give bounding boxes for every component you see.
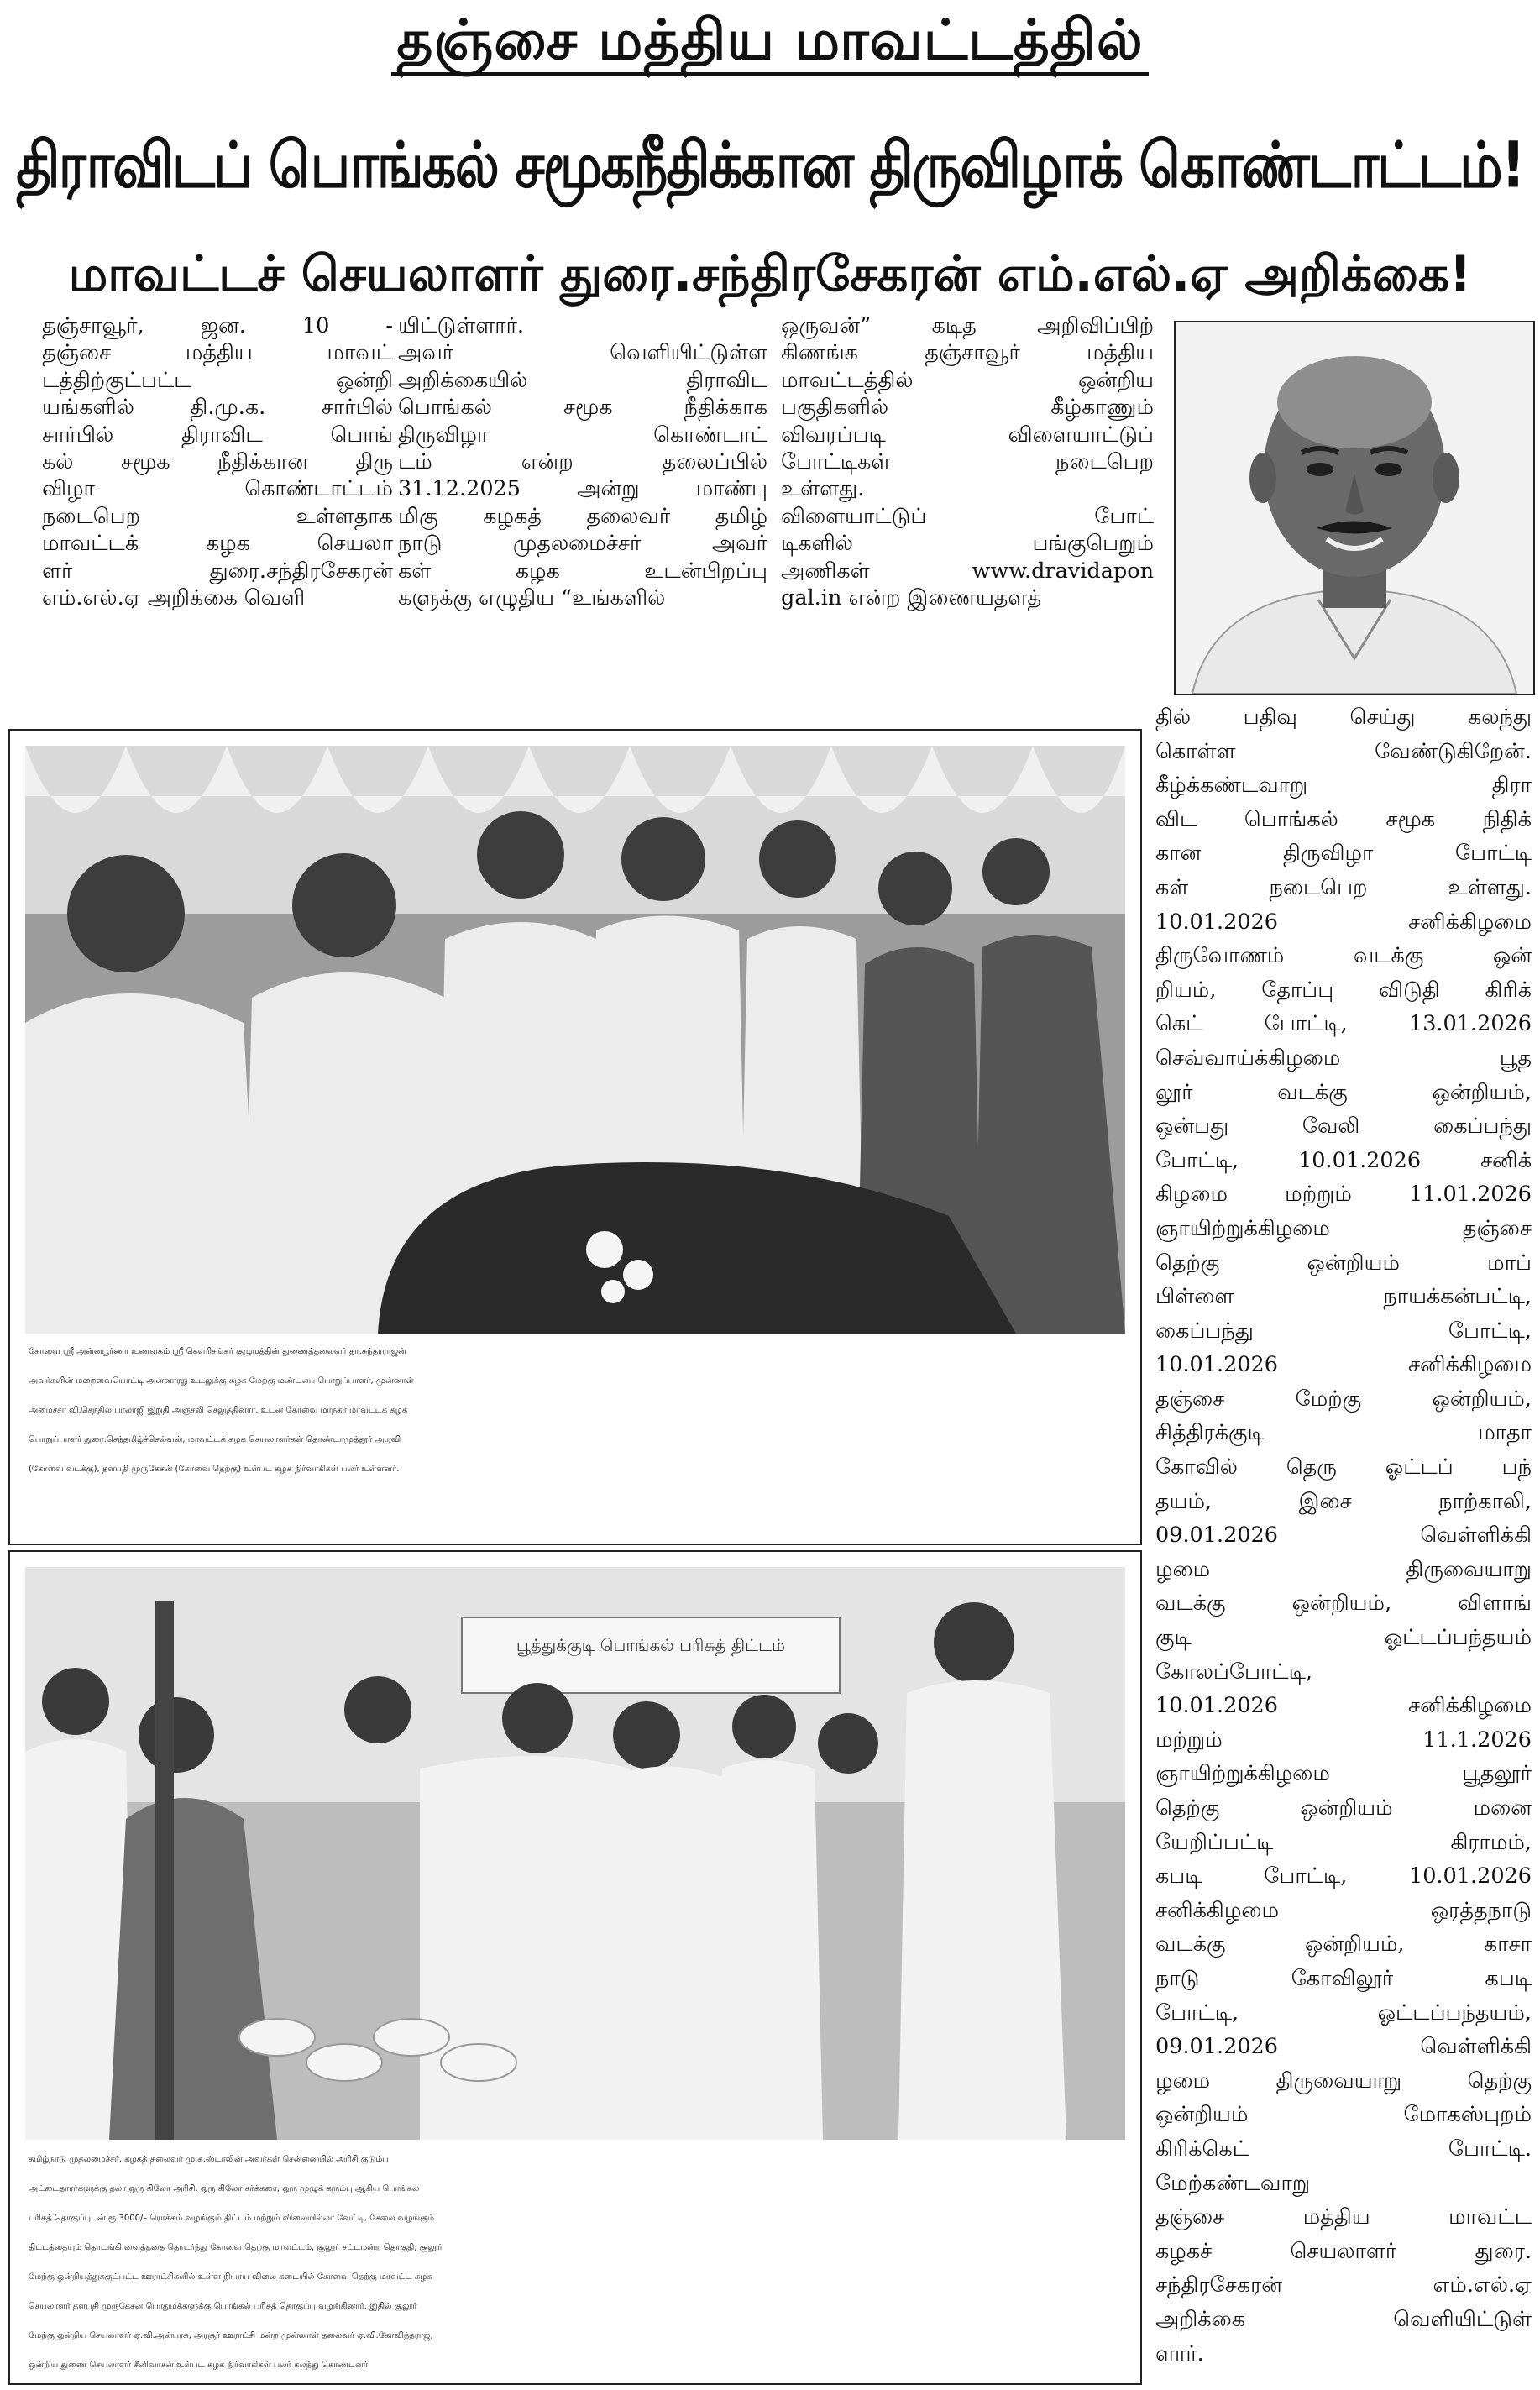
article-line: ஞாயிற்றுக்கிழமை தஞ்சை <box>1155 1215 1532 1241</box>
article-line: சார்பில் திராவிட பொங் <box>42 422 393 448</box>
article-column-3 <box>781 312 1154 611</box>
article-line: தயம், இசை நாற்காலி, <box>1155 1488 1532 1514</box>
photo-1-frame <box>8 729 1142 1545</box>
article-line: ழமை திருவையாறு <box>1155 1556 1532 1582</box>
caption-line: மேற்கு ஒன்றியத்துக்குட்பட்ட ஊராட்சிகளில் உள்ள நியாய விலை கடையில் கோவை தெற்கு மாவட்ட கழக <box>29 2272 432 2282</box>
article-line: கெட் போட்டி, 13.01.2026 <box>1155 1011 1532 1037</box>
article-line: கிரிக்கெட் போட்டி. <box>1155 2136 1532 2162</box>
wall-banner-text: பூத்துக்குடி பொங்கல் பரிசுத் திட்டம் <box>516 1635 786 1655</box>
article-line: கான திருவிழா போட்டி <box>1155 841 1532 867</box>
article-line: gal.in என்ற இணையதளத் <box>781 585 1042 611</box>
article-column-2 <box>398 312 767 611</box>
article-line: தஞ்சை மத்திய மாவட் <box>42 340 393 366</box>
article-line: கோவில் தெரு ஓட்டப் பந் <box>1155 1454 1532 1481</box>
article-line: எம்.எல்.ஏ அறிக்கை வெளி <box>42 585 306 611</box>
article-line: திருவோணம் வடக்கு ஒன் <box>1155 943 1532 969</box>
article-line: 10.01.2026 சனிக்கிழமை <box>1155 1693 1532 1719</box>
article-line: ஞாயிற்றுக்கிழமை பூதலூர் <box>1155 1761 1532 1787</box>
caption-line: செயலாளர் தளபதி முருகேசன் பொதுமக்களுக்கு பொங்கல் பரிசுத் தொகுப்பு வழங்கினார். இதில் சூலூர் <box>29 2302 417 2311</box>
article-line: மிகு கழகத் தலைவர் தமிழ் <box>398 503 767 529</box>
portrait-photo <box>1174 321 1535 695</box>
article-line: பொங்கல் சமூக நீதிக்காக <box>398 395 767 421</box>
caption-line: (கோவை வடக்கு), தளபதி முருகேசன் (கோவை தெற்கு) உள்பட கழக நிர்வாகிகள் பலர் உள்ளனர். <box>29 1465 400 1474</box>
article-line: ஒன்பது வேலி கைப்பந்து <box>1155 1114 1532 1140</box>
article-line: கைப்பந்து போட்டி, <box>1155 1318 1532 1344</box>
column-2-text <box>398 312 767 611</box>
article-line: உள்ளது. <box>781 476 865 502</box>
article-line: நடைபெற உள்ளதாக <box>42 503 393 529</box>
article-line: 31.12.2025 அன்று மாண்பு <box>398 476 767 502</box>
article-line: கிழமை மற்றும் 11.01.2026 <box>1155 1182 1532 1208</box>
subheadline: மாவட்டச் செயலாளர் துரை.சந்திரசேகரன் எம்.எல்.ஏ அறிக்கை! <box>68 245 1472 302</box>
article-line: யேறிப்பட்டி கிராமம், <box>1155 1829 1532 1855</box>
caption-line: பரிசுத் தொகுப்புடன் ரூ.3000/– ரொக்கம் வழங்கும் திட்டம் மற்றும் விலையில்லா வேட்டி, சேலை வழங்கும் <box>29 2214 435 2223</box>
caption-line: பொறுப்பாளர் துரை.செந்தமிழ்ச்செல்வன், மாவட்டக் கழக செயலாளர்கள் தொண்டாமுத்தூர் அ.ரவி <box>29 1435 401 1444</box>
article-line: ஒருவன்” கடித அறிவிப்பிற் <box>781 313 1154 338</box>
article-line: திருவிழா கொண்டாட் <box>398 422 767 448</box>
caption-line: கோவை ஸ்ரீ அன்னபூர்ணா உணவகம் ஸ்ரீ கௌரிசங்கர் குழுமத்தின் துணைத்தலைவர் தா.சுந்தரராஜன் <box>29 1347 406 1356</box>
article-line: கழகச் செயலாளர் துரை. <box>1155 2238 1532 2264</box>
article-line: கள் கழக உடன்பிறப்பு <box>398 558 767 584</box>
article-line: டத்திற்குட்பட்ட ஒன்றி <box>42 367 393 393</box>
caption-line: மேற்கு ஒன்றிய செயலாளர் ஏ.வி.அன்பரசு, அரசூர் ஊராட்சி மன்ற முன்னாள் தலைவர் ஏ.வி.கோவிந்தராஜ், <box>29 2331 433 2340</box>
article-line: அணிகள் www.dravidapon <box>781 558 1154 584</box>
article-line: கீழ்க்கண்டவாறு திரா <box>1155 773 1532 799</box>
article-line: தெற்கு ஒன்றியம் மாப் <box>1155 1250 1532 1276</box>
article-line: வடக்கு ஒன்றியம், காசா <box>1155 1931 1532 1958</box>
article-line: லூர் வடக்கு ஒன்றியம், <box>1155 1079 1532 1105</box>
article-line: மேற்கண்டவாறு <box>1155 2170 1311 2196</box>
article-line: தஞ்சை மேற்கு ஒன்றியம், <box>1155 1386 1532 1412</box>
article-line: கல் சமூக நீதிக்கான திரு <box>42 449 393 475</box>
article-line: கிணங்க தஞ்சாவூர் மத்திய <box>781 340 1154 366</box>
main-headline: திராவிடப் பொங்கல் சமூகநீதிக்கான திருவிழாக் கொண்டாட்டம்! <box>16 128 1524 203</box>
article-line: யிட்டுள்ளார். <box>398 313 524 338</box>
ration-distribution-graphic <box>25 1567 1125 2140</box>
article-line: பிள்ளை நாயக்கன்பட்டி, <box>1155 1284 1532 1310</box>
article-line: விட பொங்கல் சமூக நிதிக் <box>1155 806 1532 832</box>
portrait-image <box>1176 322 1533 694</box>
article-line: செவ்வாய்க்கிழமை பூத <box>1155 1045 1532 1071</box>
article-line: கொள்ள வேண்டுகிறேன். <box>1155 738 1532 764</box>
kicker-text: தஞ்சை மத்திய மாவட்டத்தில் <box>391 8 1148 76</box>
article-line: தஞ்சை மத்திய மாவட்ட <box>1155 2204 1532 2230</box>
article-line: விவரப்படி விளையாட்டுப் <box>781 422 1154 448</box>
article-line: நாடு கோவிலூர் கபடி <box>1155 1965 1532 1991</box>
article-line: 09.01.2026 வெள்ளிக்கி <box>1155 2034 1532 2060</box>
article-line: களுக்கு எழுதிய “உங்களில் <box>398 585 666 611</box>
article-line: சனிக்கிழமை ஒரத்தநாடு <box>1155 1897 1532 1923</box>
article-line: 09.01.2026 வெள்ளிக்கி <box>1155 1523 1532 1549</box>
caption-line: அவர்களின் மறைவையொட்டி அன்னாரது உடலுக்கு கழக மேற்கு மண்டலப் பொறுப்பாளர், முன்னாள் <box>29 1376 414 1386</box>
article-line: 10.01.2026 சனிக்கிழமை <box>1155 1352 1532 1378</box>
article-column-4 <box>1155 700 1532 2385</box>
article-line: ளர் துரை.சந்திரசேகரன் <box>42 558 393 584</box>
article-line: சித்திரக்குடி மாதா <box>1155 1420 1532 1446</box>
column-4-text <box>1155 700 1532 2371</box>
article-line: ஒன்றியம் மோகஸ்புறம் <box>1155 2102 1532 2128</box>
article-line: றியம், தோப்பு விடுதி கிரிக் <box>1155 977 1532 1003</box>
photo-2-frame <box>8 1550 1142 2385</box>
article-line: கள் நடைபெற உள்ளது. <box>1155 874 1532 900</box>
article-line: தில் பதிவு செய்து கலந்து <box>1155 705 1532 730</box>
photo-1-caption <box>10 1337 1140 1484</box>
caption-line: திட்டத்தையும் தொடங்கி வைத்ததை தொடர்ந்து கோவை தெற்கு மாவட்டம், சூலூர் சட்டமன்ற தொகுதி, சூலூர் <box>29 2243 443 2252</box>
article-line: அறிக்கையில் திராவிட <box>398 367 767 393</box>
article-line: டம் என்ற தலைப்பில் <box>398 449 767 475</box>
article-line: விளையாட்டுப் போட் <box>781 503 1154 529</box>
article-line: நாடு முதலமைச்சர் அவர் <box>398 531 767 557</box>
caption-line: அட்டைதாரர்களுக்கு தலா ஒரு கிலோ அரிசி, ஒரு கிலோ சர்க்கரை, ஒரு முழுக் கரும்பு ஆகிய பொங்கல் <box>29 2184 420 2193</box>
article-line: யங்களில் தி.மு.க. சார்பில் <box>42 395 393 421</box>
article-line: போட்டி, 10.01.2026 சனிக் <box>1155 1147 1532 1173</box>
article-line: ளார். <box>1155 2340 1204 2366</box>
column-3-text <box>781 312 1154 611</box>
kicker-heading <box>0 5 1540 76</box>
article-line: அறிக்கை வெளியிட்டுள் <box>1155 2306 1532 2332</box>
article-column-1 <box>42 312 393 611</box>
caption-line: தமிழ்நாடு முதலமைச்சர், கழகத் தலைவர் மு.க.ஸ்டாலின் அவர்கள் சென்னையில் அரிசி குடும்ப <box>29 2155 389 2164</box>
article-line: கபடி போட்டி, 10.01.2026 <box>1155 1863 1532 1889</box>
article-line: விழா கொண்டாட்டம் <box>42 476 393 502</box>
article-line: குடி ஓட்டப்பந்தயம் <box>1155 1625 1532 1651</box>
article-line: வடக்கு ஒன்றியம், விளாங் <box>1155 1591 1532 1617</box>
article-line: மாவட்டத்தில் ஒன்றிய <box>781 367 1154 393</box>
caption-line: அமைச்சர் வி.செந்தில் பாலாஜி இறுதி அஞ்சலி செலுத்தினார். உடன் கோவை மாநகர் மாவட்டக் கழக <box>29 1406 408 1415</box>
article-line: போட்டிகள் நடைபெற <box>781 449 1154 475</box>
article-line: கோலப்போட்டி, <box>1155 1659 1312 1685</box>
article-line: அவர் வெளியிட்டுள்ள <box>398 340 767 366</box>
photo-2-image <box>25 1567 1125 2140</box>
article-line: ழமை திருவையாறு தெற்கு <box>1155 2068 1532 2094</box>
article-line: பகுதிகளில் கீழ்காணும் <box>781 395 1154 421</box>
article-line: 10.01.2026 சனிக்கிழமை <box>1155 909 1532 935</box>
article-line: போட்டி, ஓட்டப்பந்தயம், <box>1155 2000 1532 2026</box>
photo-2-caption <box>10 2145 1140 2380</box>
photo-1-image <box>25 746 1125 1334</box>
article-line: மாவட்டக் கழக செயலா <box>42 531 393 557</box>
article-line: தஞ்சாவூர், ஜன. 10 - <box>42 313 393 338</box>
article-line: டிகளில் பங்குபெறும் <box>781 531 1154 557</box>
article-line: மற்றும் 11.1.2026 <box>1155 1727 1532 1753</box>
caption-line: ஒன்றிய துணை செயலாளர் சீனிவாசன் உள்பட கழக நிர்வாகிகள் பலர் கலந்து கொண்டனர். <box>29 2361 371 2370</box>
article-line: சந்திரசேகரன் எம்.எல்.ஏ <box>1155 2272 1532 2298</box>
column-1-text <box>42 312 393 611</box>
tribute-scene-graphic <box>25 746 1125 1334</box>
article-line: தெற்கு ஒன்றியம் மனை <box>1155 1795 1532 1821</box>
